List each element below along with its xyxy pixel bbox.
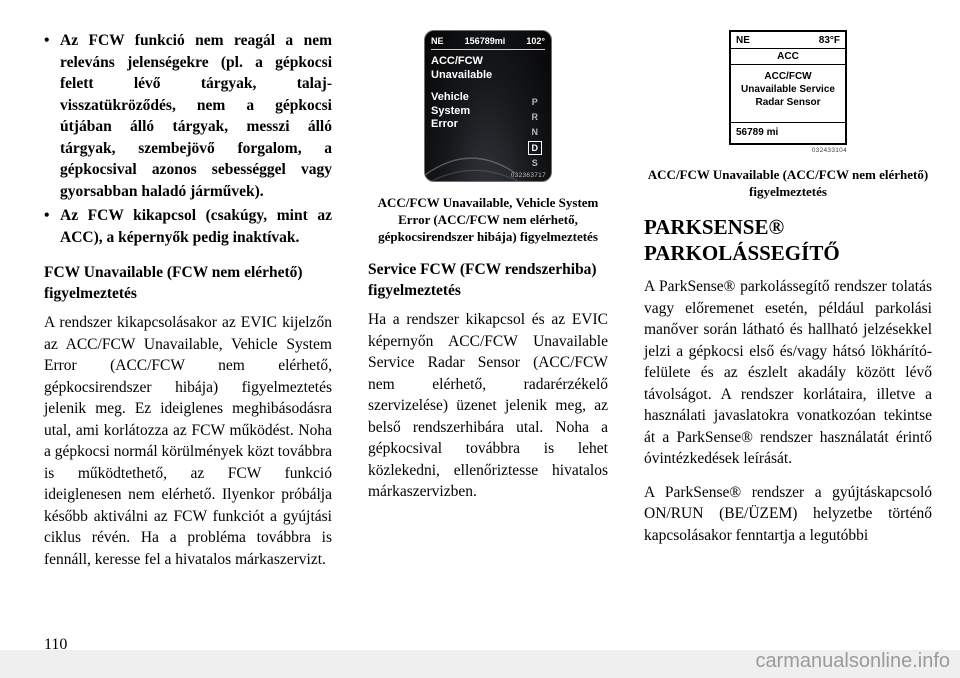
error-line: System — [431, 104, 471, 117]
display-status-bar — [431, 36, 545, 50]
bullet-marker: • — [44, 32, 50, 49]
acc-display-figure — [644, 30, 932, 154]
bullet-item — [44, 205, 332, 248]
gear-letter: N — [531, 127, 538, 137]
watermark: carmanualsonline.info — [755, 650, 950, 672]
acc-figure-caption: ACC/FCW Unavailable (ACC/FCW nem elérhető) figyelmeztetés — [647, 167, 929, 199]
figure-number: 032363717 — [510, 172, 546, 179]
bullet-item — [44, 30, 332, 202]
temperature-text: 102° — [526, 36, 545, 46]
gear-letter: R — [531, 112, 538, 122]
fcw-unavailable-body: A rendszer kikapcsolásakor az EVIC kijelzőn az ACC/FCW Unavailable, Vehicle System Error (ACC/FCW nem elérhető, gépkocsirendszer hibája) figyelmeztetés jelenik meg. Ez ideiglenes meghibásodásra utal, ami korlátozza az FCW működést. Noha a gépkocsi normál körülmények közt továbbra is működtethető, az FCW funkció ideiglenesen nem elérhető. Ilyenkor próbálja később aktiválni az FCW funkciót a gyújtási ciklus révén. Ha a probléma továbbra is fennáll, keresse fel a hivatalos márkaszervizt. — [44, 314, 332, 568]
odometer-text: 56789 mi — [736, 127, 779, 138]
page-number: 110 — [44, 636, 68, 653]
display-status-bar — [731, 32, 845, 49]
bullet-text: Az FCW funkció nem reagál a nem releváns jelenségekre (pl. a gépkocsi felett lévő tárgyak, talaj-visszatükröződés, nem a gépkocsi útjában álló tárgyak, messzi álló tárgyak, szembejövő forgalom, a gépkocsival azonos sebességgel vagy gyorsabban haladó járművek). — [60, 32, 332, 200]
message-line: ACC/FCW — [431, 55, 483, 67]
compass-text: NE — [431, 36, 444, 46]
parksense-body-2: A ParkSense® rendszer a gyújtáskapcsoló ON/RUN (BE/ÜZEM) helyzetbe történő kapcsolásakor fenntartja a legutóbbi — [644, 483, 932, 544]
acc-mode-label: ACC — [731, 49, 845, 65]
temperature-text: 83°F — [818, 35, 840, 46]
column-left — [44, 30, 332, 570]
acc-fcw-unavailable-message — [431, 55, 545, 82]
gear-letter-selected: D — [528, 141, 543, 155]
figure-number: 032433104 — [811, 147, 847, 154]
compass-text: NE — [736, 35, 750, 46]
fcw-bullet-list — [44, 30, 332, 248]
column-middle — [368, 30, 608, 570]
gear-letter: S — [531, 158, 538, 168]
service-fcw-heading: Service FCW (FCW rendszerhiba) figyelmeztetés — [368, 261, 597, 299]
acc-light-display-image — [729, 30, 847, 145]
bullet-text: Az FCW kikapcsol (csakúgy, mint az ACC), a képernyők pedig inaktívak. — [60, 207, 332, 246]
service-radar-sensor-message: ACC/FCW Unavailable Service Radar Sensor — [731, 65, 845, 123]
service-fcw-body: Ha a rendszer kikapcsol és az EVIC képernyőn ACC/FCW Unavailable Service Radar Sensor (ACC/FCW nem elérhető, radarérzékelő szervizelése) üzenet jelenik meg, az belső rendszerhibára utal. Noha a gépkocsival továbbra is lehet közlekedni, ellenőriztesse hivatalos márkaszervizben. — [368, 311, 608, 500]
column-right — [644, 30, 932, 570]
fcw-unavailable-heading: FCW Unavailable (FCW nem elérhető) figyelmeztetés — [44, 264, 303, 302]
gear-letter: P — [531, 97, 538, 107]
message-line: Unavailable — [431, 68, 493, 81]
evic-display-figure — [368, 30, 608, 182]
error-line: Vehicle — [431, 91, 469, 103]
evic-figure-caption: ACC/FCW Unavailable, Vehicle System Error (ACC/FCW nem elérhető, gépkocsirendszer hibája) figyelmeztetés — [377, 195, 599, 244]
evic-dark-display-image — [424, 30, 552, 182]
gear-indicator — [528, 95, 543, 171]
odometer-text: 156789mi — [464, 36, 506, 46]
bullet-marker: • — [44, 207, 50, 224]
parksense-heading: PARKSENSE® PARKOLÁSSEGÍTŐ — [644, 215, 840, 265]
error-line: Error — [431, 118, 458, 130]
parksense-body-1: A ParkSense® parkolássegítő rendszer tolatás vagy előremenet esetén, például parkolási manőver során látható és hallható jelzésekkel jelzi a gépkocsi első és/vagy hátsó lökhárító-felülete és az észlelt akadály között lévő távolságot. A rendszer korlátaira, illetve a használati javaslatokra vonatkozóan tekintse át a ParkSense® rendszer használatát érintő óvintézkedések leírását. — [644, 278, 932, 467]
